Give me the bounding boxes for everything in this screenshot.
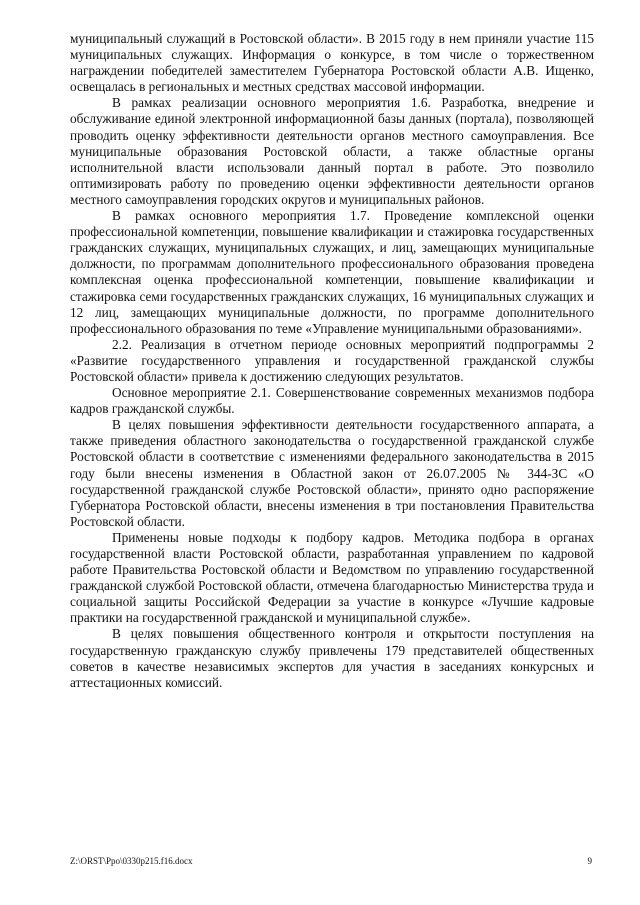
paragraph-3: В рамках основного мероприятия 1.7. Проведение комплексной оценки профессиональной компетенции, повышение квалификации и стажировка государственных гражданских служащих, муниципальных служащих, и лиц, замещающих муниципальные должности, по программам дополнительного профессионального образования проведена комплексная оценка профессиональной компетенции, повышение квалификации и стажировка семи государственных гражданских служащих, 16 муниципальных служащих и 12 лиц, замещающих муниципальные должности, по программе дополнительного профессионального образования по теме «Управление муниципальными образованиями». xyxy=(70,208,594,336)
paragraph-1: муниципальный служащий в Ростовской области». В 2015 году в нем приняли участие 115 муниципальных служащих. Информация о конкурсе, в том числе о торжественном награждении победителей заместителем Губернатора Ростовской области А.В. Ищенко, освещалась в региональных и местных средствах массовой информации. xyxy=(70,31,594,95)
paragraph-6: В целях повышения эффективности деятельности государственного аппарата, а также приведения областного законодательства о государственной гражданской службе Ростовской области в соответствие с изменениями федерального законодательства в 2015 году были внесены изменения в Областной закон от 26.07.2005 № 344-ЗС «О государственной гражданской службе Ростовской области», принято одно распоряжение Губернатора Ростовской области, внесены изменения в три постановления Правительства Ростовской области. xyxy=(70,417,594,529)
paragraph-2: В рамках реализации основного мероприятия 1.6. Разработка, внедрение и обслуживание единой электронной информационной базы данных (портала), позволяющей проводить оценку эффективности деятельности органов местного самоуправления. Все муниципальные образования Ростовской области, а также областные органы исполнительной власти использовали данный портал в работе. Это позволило оптимизировать работу по проведению оценки эффективности деятельности органов местного самоуправления городских округов и муниципальных районов. xyxy=(70,95,594,207)
page-number: 9 xyxy=(587,856,592,866)
paragraph-8: В целях повышения общественного контроля и открытости поступления на государственную гражданскую службу привлечены 179 представителей общественных советов в качестве независимых экспертов для участия в заседаниях конкурсных и аттестационных комиссий. xyxy=(70,626,594,690)
paragraph-7: Применены новые подходы к подбору кадров. Методика подбора в органах государственной власти Ростовской области, разработанная управлением по кадровой работе Правительства Ростовской области и Ведомством по управлению государственной гражданской службой Ростовской области, отмечена благодарностью Министерства труда и социальной защиты Российской Федерации за участие в конкурсе «Лучшие кадровые практики на государственной гражданской и муниципальной службе». xyxy=(70,529,594,626)
paragraph-5: Основное мероприятие 2.1. Совершенствование современных механизмов подбора кадров гражданской службы. xyxy=(70,385,594,417)
paragraph-4: 2.2. Реализация в отчетном периоде основных мероприятий подпрограммы 2 «Развитие государственного управления и государственной гражданской службы Ростовской области» привела к достижению следующих результатов. xyxy=(70,336,594,384)
file-path: Z:\ORST\Ppo\0330p215.f16.docx xyxy=(70,856,193,866)
document-body xyxy=(70,31,594,691)
